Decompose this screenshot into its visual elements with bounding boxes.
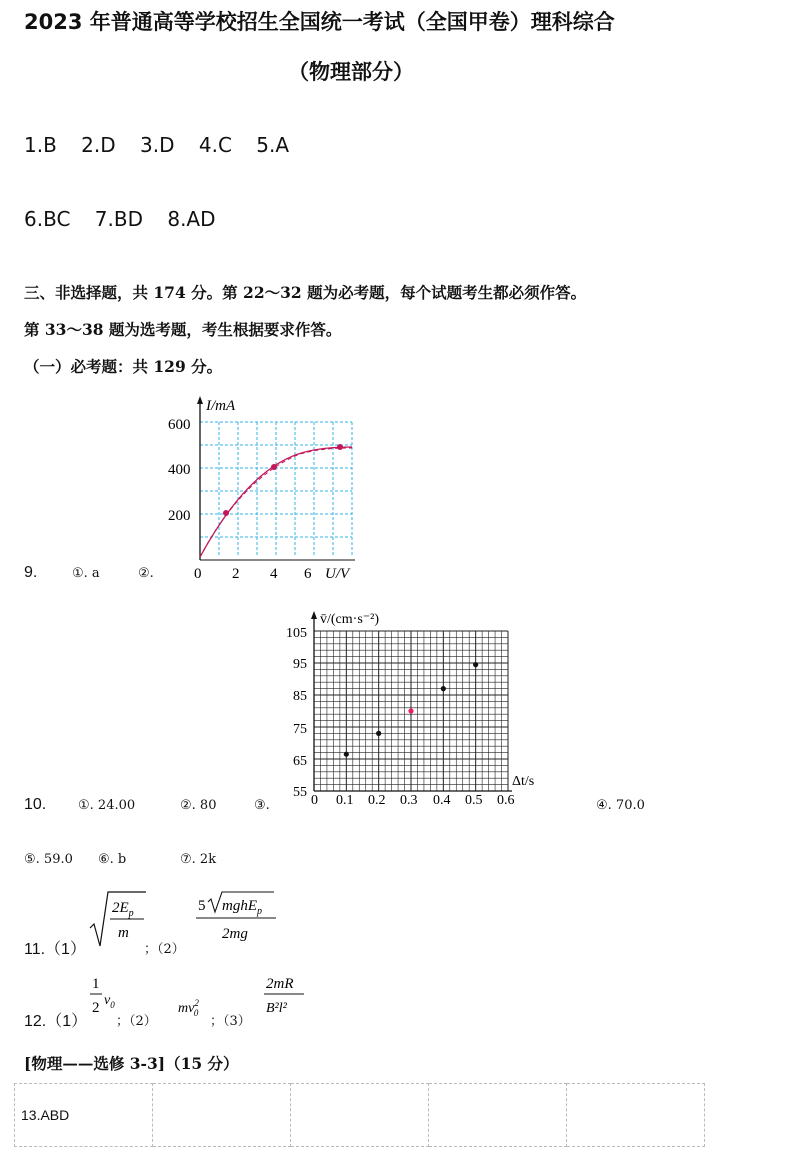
q10-ytick-85: 85 xyxy=(293,689,307,704)
q10-velocity-graph xyxy=(280,605,550,815)
q9-y-arrow xyxy=(197,396,203,404)
svg-text:2Ep: $2E_p$ xyxy=(112,900,134,919)
mc-answers-row2 xyxy=(24,207,234,231)
q10-number: 10. xyxy=(24,796,47,813)
q10-xlabel: Δt/s xyxy=(512,774,535,789)
q9-xtick-6: 6 xyxy=(304,566,312,582)
section-heading-line1: 三、非选择题，共 174 分。第 22～32 题为必考题，每个试题考生都必须作答。 xyxy=(24,283,587,302)
q10-answer-6: ⑥. b xyxy=(98,852,127,867)
q10-xtick-0.2: 0.2 xyxy=(368,793,386,808)
q10-ytick-105: 105 xyxy=(286,626,307,641)
q9-ytick-200: 200 xyxy=(168,508,191,524)
q10-xtick-0.4: 0.4 xyxy=(433,793,451,808)
q10-xtick-0.1: 0.1 xyxy=(336,793,354,808)
answer-7: 7.BD xyxy=(94,207,143,231)
q9-answer-2: ②. xyxy=(138,566,154,581)
svg-text:2mR: 2mR xyxy=(266,976,294,992)
answer-3: 3.D xyxy=(140,133,175,157)
answer-4: 4.C xyxy=(198,133,232,157)
q10-answer-1: ①. 24.00 xyxy=(78,798,136,813)
q10-answer-3: ③. xyxy=(254,798,270,813)
q10-answer-5: ⑤. 59.0 xyxy=(24,852,73,867)
q12-formula-3 xyxy=(262,970,308,1022)
q12-number: 12.（1） xyxy=(24,1013,88,1030)
q10-point xyxy=(473,662,478,667)
table-cell-q13: 13.ABD xyxy=(15,1084,153,1147)
q10-point xyxy=(344,752,349,757)
mc-answers-row1 xyxy=(24,133,307,157)
q12-separator-3: ；（3） xyxy=(210,1014,251,1029)
q10-ytick-75: 75 xyxy=(293,722,307,737)
q9-iu-graph xyxy=(160,392,370,584)
q9-answer-1: ①. a xyxy=(72,566,100,581)
q10-y-arrow xyxy=(311,611,317,619)
q9-xlabel: U/V xyxy=(325,566,350,582)
q10-ytick-95: 95 xyxy=(293,657,307,672)
answer-8: 8.AD xyxy=(167,207,216,231)
q12-formula-2 xyxy=(176,994,212,1020)
q10-answer-2: ②. 80 xyxy=(180,798,217,813)
q9-ytick-600: 600 xyxy=(168,417,191,433)
q9-number: 9. xyxy=(24,564,38,581)
table-cell-empty xyxy=(153,1084,291,1147)
q9-point-1 xyxy=(223,510,229,516)
page-subtitle: （物理部分） xyxy=(288,60,414,84)
q9-point-3 xyxy=(337,444,343,450)
svg-text:v0: $v_0$ xyxy=(104,993,115,1010)
table-row xyxy=(15,1084,705,1147)
q10-point xyxy=(408,708,413,713)
q10-point xyxy=(376,731,381,736)
q11-formula-2 xyxy=(192,888,282,946)
q10-xtick-0.5: 0.5 xyxy=(465,793,483,808)
section-heading-line2: 第 33～38 题为选考题，考生根据要求作答。 xyxy=(24,320,342,339)
svg-text:mv20: $mv^2$ 0 xyxy=(178,998,199,1018)
q9-xtick-4: 4 xyxy=(270,566,278,582)
q9-xtick-2: 2 xyxy=(232,566,240,582)
q10-ylabel: v̄/(cm·s⁻²) xyxy=(320,612,380,627)
table-cell-empty xyxy=(429,1084,567,1147)
svg-text:5: 5 xyxy=(198,898,206,914)
q10-answer-7: ⑦. 2k xyxy=(180,852,217,867)
answer-2: 2.D xyxy=(81,133,116,157)
answer-5: 5.A xyxy=(256,133,290,157)
svg-text:2mg: 2mg xyxy=(222,926,248,942)
table-cell-empty xyxy=(291,1084,429,1147)
q10-ytick-65: 65 xyxy=(293,754,307,769)
q10-xtick-0.6: 0.6 xyxy=(497,793,515,808)
svg-text:B²l²: B²l² xyxy=(266,1001,287,1016)
q10-point xyxy=(441,686,446,691)
q11-separator: ；（2） xyxy=(144,942,185,957)
answer-6: 6.BC xyxy=(24,207,71,231)
section-heading-line3: （一）必考题：共 129 分。 xyxy=(24,357,223,376)
answer-table xyxy=(14,1083,705,1147)
answer-1: 1.B xyxy=(24,133,57,157)
q11-formula-1 xyxy=(88,888,148,950)
q10-xtick-0: 0 xyxy=(311,793,318,808)
q11-number: 11.（1） xyxy=(24,941,86,958)
optional-heading: [物理——选修 3-3]（15 分） xyxy=(24,1054,239,1073)
q9-grid xyxy=(200,422,352,557)
svg-text:mghEp: mghE$_p$ xyxy=(222,898,262,917)
table-cell-empty xyxy=(567,1084,705,1147)
q9-ylabel: I/mA xyxy=(206,398,236,414)
q10-xtick-0.3: 0.3 xyxy=(400,793,418,808)
q10-answer-4: ④. 70.0 xyxy=(596,798,645,813)
svg-text:m: m xyxy=(118,925,129,941)
svg-text:2: 2 xyxy=(92,1000,100,1016)
q9-ytick-400: 400 xyxy=(168,462,191,478)
q10-ytick-55: 55 xyxy=(293,785,307,800)
q9-point-2 xyxy=(271,464,277,470)
page-title: 2023 年普通高等学校招生全国统一考试（全国甲卷）理科综合 xyxy=(24,10,615,34)
q9-xtick-0: 0 xyxy=(194,566,202,582)
svg-text:1: 1 xyxy=(92,976,100,992)
q12-separator-2: ；（2） xyxy=(116,1014,157,1029)
